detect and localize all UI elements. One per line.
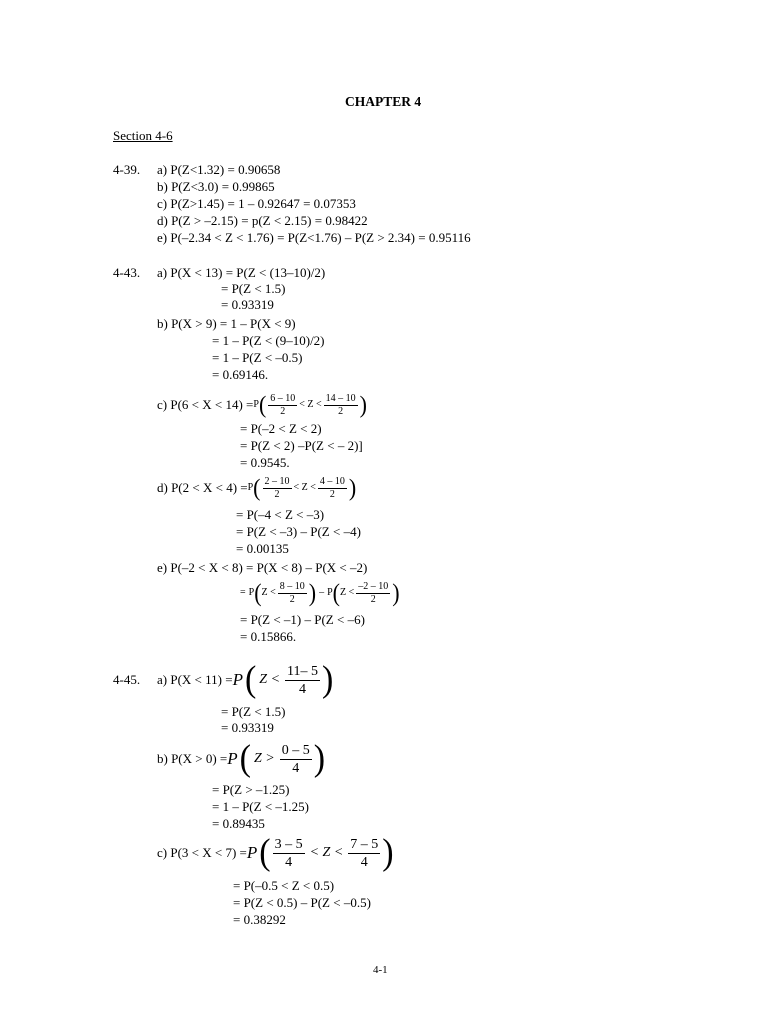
right-paren: ) bbox=[392, 578, 400, 607]
inequality: Z < bbox=[259, 672, 281, 687]
denominator: 4 bbox=[360, 854, 368, 870]
probability-expression bbox=[253, 390, 367, 419]
equation-c bbox=[157, 392, 367, 418]
solution-line: = P(Z < 1.5) bbox=[221, 704, 286, 719]
fraction bbox=[318, 476, 347, 501]
solution-line: c) P(Z>1.45) = 1 – 0.92647 = 0.07353 bbox=[157, 196, 356, 211]
solution-line: = 0.89435 bbox=[212, 816, 265, 831]
left-paren: ( bbox=[254, 578, 262, 607]
numerator: 8 – 10 bbox=[279, 580, 305, 592]
denominator: 2 bbox=[329, 488, 335, 500]
solution-line: = 0.15866. bbox=[240, 629, 297, 644]
numerator: –2 – 10 bbox=[358, 580, 389, 592]
solution-line: = 0.93319 bbox=[221, 297, 274, 312]
solution-line: = P(–2 < Z < 2) bbox=[240, 421, 322, 436]
numerator: 3 – 5 bbox=[274, 836, 303, 852]
denominator: 2 bbox=[280, 405, 286, 417]
solution-line: = 0.38292 bbox=[233, 912, 286, 927]
denominator: 2 bbox=[370, 593, 376, 605]
solution-line: a) P(Z<1.32) = 0.90658 bbox=[157, 162, 281, 177]
solution-line: = 0.69146. bbox=[212, 367, 269, 382]
denominator: 2 bbox=[274, 488, 280, 500]
solution-line: = 1 – P(Z < –0.5) bbox=[212, 350, 303, 365]
equation-lead: c) P(6 < X < 14) = bbox=[157, 397, 254, 412]
solution-line: b) P(Z<3.0) = 0.99865 bbox=[157, 179, 275, 194]
solution-line: = P(Z < 1.5) bbox=[221, 281, 286, 296]
solution-line: a) P(X < 13) = P(Z < (13–10)/2) bbox=[157, 265, 326, 280]
probability-expression bbox=[247, 473, 357, 502]
equation-b bbox=[157, 739, 325, 779]
equation-lead: c) P(3 < X < 7) = bbox=[157, 845, 247, 860]
solution-line: = 0.9545. bbox=[240, 455, 290, 470]
numerator: 11– 5 bbox=[287, 663, 318, 679]
prob-symbol: P bbox=[327, 587, 333, 598]
denominator: 2 bbox=[289, 593, 295, 605]
solution-line: = P(Z < 2) –P(Z < – 2)] bbox=[240, 438, 363, 453]
inequality: Z < bbox=[261, 587, 276, 598]
left-paren: ( bbox=[259, 832, 271, 873]
equals-sign: = bbox=[240, 587, 246, 598]
solution-line: e) P(–2.34 < Z < 1.76) = P(Z<1.76) – P(Z > 2.34) = 0.95116 bbox=[157, 230, 471, 245]
left-paren: ( bbox=[239, 738, 251, 779]
equation-d bbox=[157, 475, 356, 501]
solution-line: = 1 – P(Z < (9–10)/2) bbox=[212, 333, 325, 348]
prob-symbol: P bbox=[246, 843, 258, 862]
fraction bbox=[324, 393, 358, 418]
solution-line: = P(Z < –3) – P(Z < –4) bbox=[236, 524, 361, 539]
solution-line: = 0.93319 bbox=[221, 720, 274, 735]
solution-line: e) P(–2 < X < 8) = P(X < 8) – P(X < –2) bbox=[157, 560, 368, 575]
solution-line: = 1 – P(Z < –1.25) bbox=[212, 799, 309, 814]
inequality: < Z < bbox=[293, 482, 316, 493]
solution-line: b) P(X > 9) = 1 – P(X < 9) bbox=[157, 316, 296, 331]
right-paren: ) bbox=[322, 659, 334, 700]
denominator: 4 bbox=[299, 681, 306, 697]
fraction bbox=[285, 663, 320, 698]
left-paren: ( bbox=[258, 390, 267, 419]
probability-expression bbox=[232, 659, 334, 700]
prob-symbol: P bbox=[253, 399, 259, 410]
right-paren: ) bbox=[382, 832, 394, 873]
fraction bbox=[273, 836, 305, 871]
numerator: 4 – 10 bbox=[319, 475, 345, 487]
inequality: Z < bbox=[340, 587, 355, 598]
numerator: 2 – 10 bbox=[264, 475, 290, 487]
numerator: 6 – 10 bbox=[270, 392, 296, 404]
solution-line: = P(Z < 0.5) – P(Z < –0.5) bbox=[233, 895, 371, 910]
problem-number: 4-45. bbox=[113, 672, 141, 687]
solution-line: = 0.00135 bbox=[236, 541, 289, 556]
inequality: < Z < bbox=[299, 399, 322, 410]
left-paren: ( bbox=[253, 473, 261, 502]
prob-symbol: P bbox=[247, 482, 254, 493]
probability-expression bbox=[227, 738, 326, 779]
fraction bbox=[278, 581, 307, 606]
equation-lead: b) P(X > 0) = bbox=[157, 751, 228, 766]
problem-number: 4-39. bbox=[113, 162, 141, 177]
problem-number: 4-43. bbox=[113, 265, 141, 280]
page-number: 4-1 bbox=[373, 964, 388, 976]
probability-expression bbox=[246, 832, 394, 873]
right-paren: ) bbox=[359, 390, 367, 419]
denominator: 2 bbox=[338, 405, 344, 417]
equation-lead: a) P(X < 11) = bbox=[157, 672, 233, 687]
probability-expression bbox=[240, 578, 400, 607]
equation-lead: d) P(2 < X < 4) = bbox=[157, 480, 248, 495]
right-paren: ) bbox=[348, 473, 357, 502]
fraction bbox=[268, 393, 297, 418]
prob-symbol: P bbox=[227, 749, 238, 768]
fraction bbox=[356, 581, 390, 606]
solution-line: = P(Z > –1.25) bbox=[212, 782, 290, 797]
left-paren: ( bbox=[332, 578, 340, 607]
solution-line: d) P(Z > –2.15) = p(Z < 2.15) = 0.98422 bbox=[157, 213, 368, 228]
denominator: 4 bbox=[292, 760, 300, 776]
solution-line: = P(Z < –1) – P(Z < –6) bbox=[240, 612, 365, 627]
numerator: 14 – 10 bbox=[325, 392, 356, 404]
prob-symbol: P bbox=[232, 670, 243, 689]
denominator: 4 bbox=[285, 854, 293, 870]
solution-line: = P(–0.5 < Z < 0.5) bbox=[233, 878, 335, 893]
section-heading: Section 4-6 bbox=[113, 128, 173, 143]
equation-c bbox=[157, 832, 394, 874]
equation-a bbox=[157, 660, 333, 700]
equation-e bbox=[240, 579, 400, 607]
fraction bbox=[280, 742, 312, 777]
fraction bbox=[263, 476, 292, 501]
prob-symbol: P bbox=[248, 587, 255, 598]
numerator: 0 – 5 bbox=[281, 742, 310, 758]
chapter-title: CHAPTER 4 bbox=[345, 94, 422, 109]
numerator: 7 – 5 bbox=[350, 836, 379, 852]
right-paren: ) bbox=[313, 738, 326, 779]
fraction bbox=[348, 836, 380, 871]
solution-line: = P(–4 < Z < –3) bbox=[236, 507, 325, 522]
inequality: Z > bbox=[254, 751, 275, 766]
minus-sign: – bbox=[319, 587, 325, 598]
right-paren: ) bbox=[308, 578, 317, 607]
left-paren: ( bbox=[244, 659, 257, 700]
inequality: < Z < bbox=[309, 845, 344, 860]
